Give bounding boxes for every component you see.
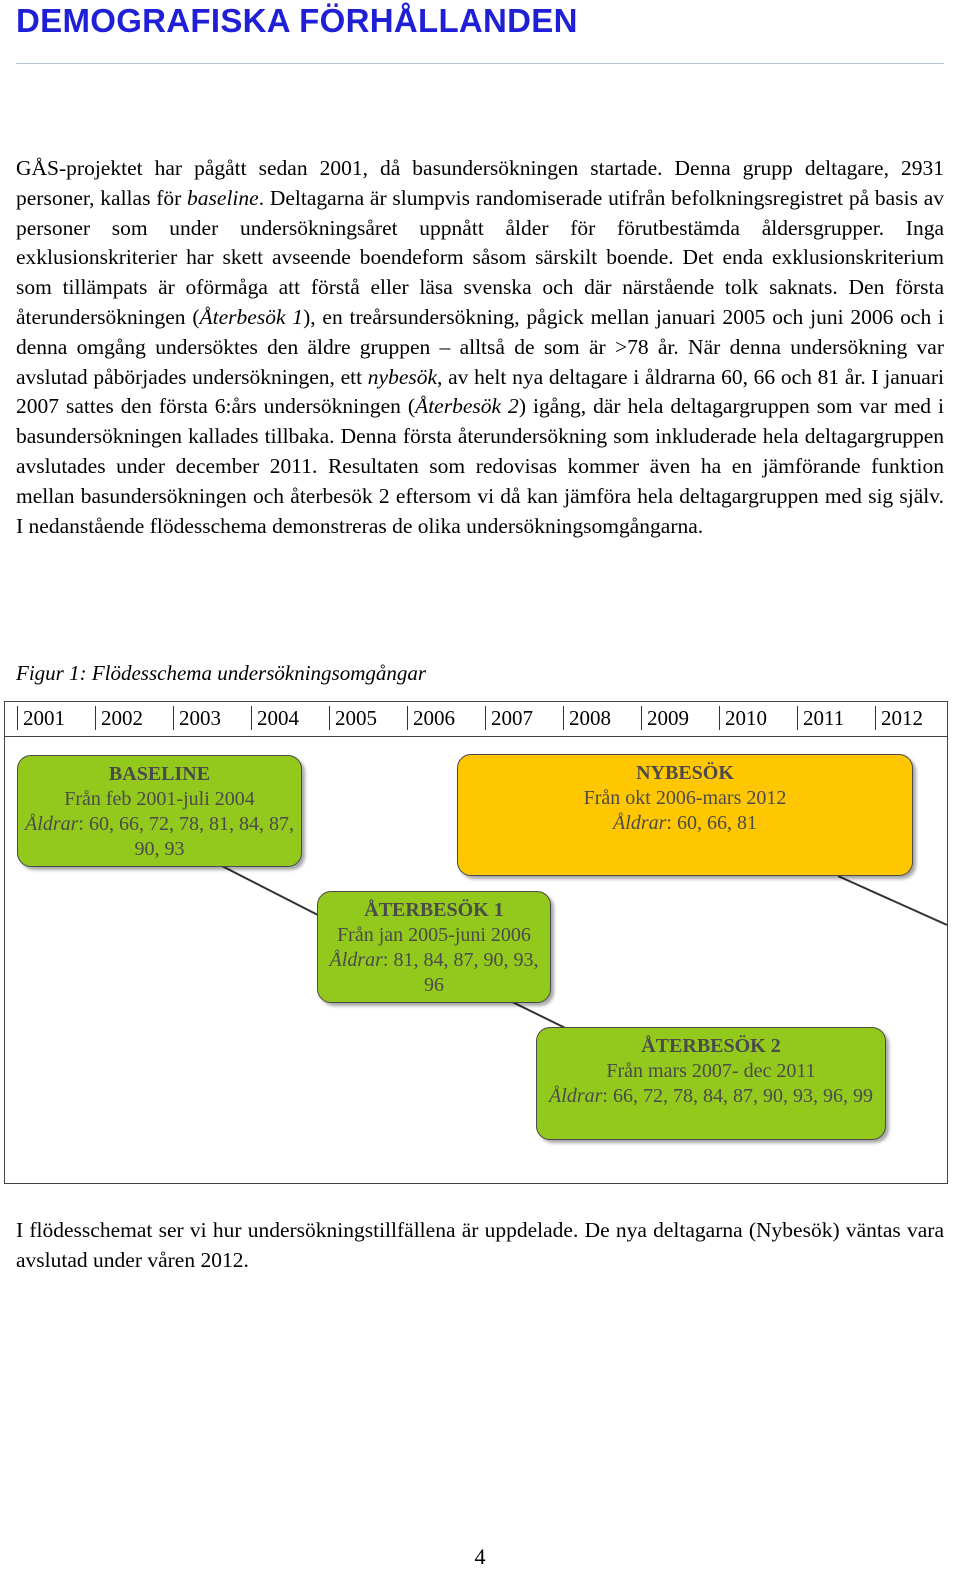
box-ages-label: Åldrar (329, 949, 383, 971)
box-ages: : 60, 66, 72, 78, 81, 84, 87, 90, 93 (78, 813, 294, 860)
paragraph-text: ) igång, där hela deltagargruppen som var med i basundersökningen kallades tillbaka. Denna första återundersökning som inkluderade hela deltagargruppen avslutades under december 2011. Resultaten som redovisas kommer även ha en jämförande funktion mellan basundersökningen och återbesök 2 eftersom vi då kan jämföra hela deltagargruppen med sig själv. I nedanstående flödesschema demonstreras de olika undersökningsomgångarna. (16, 394, 944, 538)
box-ages: : 60, 66, 81 (666, 812, 757, 834)
year-label: 2002 (95, 706, 143, 730)
paragraph-text: , av helt nya deltagare i åldrarna 60, 66 och 81 år. I januari 2007 sattes den första 6:års undersökningen ( (16, 364, 944, 419)
year-label: 2010 (719, 706, 767, 730)
box-title: NYBESÖK (636, 762, 734, 784)
page-heading: DEMOGRAFISKA FÖRHÅLLANDEN (16, 2, 578, 39)
box-aterbesok-1 (317, 891, 551, 1003)
box-ages: : 66, 72, 78, 84, 87, 90, 93, 96, 99 (602, 1085, 873, 1107)
box-ages-label: Åldrar (25, 813, 79, 835)
summary-paragraph: I flödesschemat ser vi hur undersökningstillfällena är uppdelade. De nya deltagarna (Nybesök) väntas vara avslutad under våren 2012. (16, 1218, 944, 1272)
box-period: Från jan 2005-juni 2006 (337, 924, 531, 946)
box-title: BASELINE (108, 763, 211, 785)
box-title: ÅTERBESÖK 2 (641, 1035, 781, 1057)
box-ages-label: Åldrar (549, 1085, 603, 1107)
paragraph-emphasis: Återbesök 2 (415, 394, 519, 419)
box-period: Från okt 2006-mars 2012 (583, 787, 787, 809)
paragraph-text: GÅS-projektet har pågått sedan 2001, då basundersökningen startade. Denna grupp deltagare, 2931 personer, kallas för (16, 156, 944, 210)
box-period: Från mars 2007- dec 2011 (606, 1060, 816, 1082)
page-number: 4 (474, 1544, 486, 1569)
paragraph-text: . Deltagarna är slumpvis randomiserade utifrån befolkningsregistret på basis av personer som under undersökningsåret uppnått ålder för förutbestämda åldersgrupper. Inga exklusionskriterier har skett avseende boendeform såsom särskilt boende. Det enda exklusionskriterium som tillämpats är oförmåga att förstå eller läsa svenska och där närstående tolk saknats. Den första återundersökningen ( (16, 185, 944, 329)
box-ages-label: Åldrar (613, 812, 667, 834)
box-title: ÅTERBESÖK 1 (364, 899, 504, 921)
box-baseline (17, 755, 302, 867)
year-label: 2005 (329, 706, 377, 730)
year-label: 2008 (563, 706, 611, 730)
box-ages: : 81, 84, 87, 90, 93, 96 (382, 949, 539, 996)
paragraph-emphasis: Återbesök 1 (199, 304, 304, 329)
flowchart (4, 701, 948, 1184)
paragraph-emphasis: nybesök (367, 364, 438, 389)
year-label: 2006 (407, 706, 455, 730)
year-label: 2011 (797, 706, 844, 730)
box-aterbesok-2 (536, 1027, 886, 1140)
intro-paragraph (16, 154, 944, 541)
figure-caption: Figur 1: Flödesschema undersökningsomgångar (16, 661, 427, 685)
paragraph-text: ), en treårsundersökning, pågick mellan januari 2005 och juni 2006 och i denna omgång undersöktes den äldre gruppen – alltså de som är >78 år. När denna undersökning var avslutad påbörjades undersökningen, ett (16, 304, 944, 389)
connector-nybesok-edge (838, 876, 947, 925)
heading-divider (16, 63, 944, 64)
year-label: 2004 (251, 706, 299, 730)
box-period: Från feb 2001-juli 2004 (64, 788, 255, 810)
year-label: 2007 (485, 706, 533, 730)
year-label: 2003 (173, 706, 221, 730)
year-label: 2001 (17, 706, 65, 730)
box-nybesok (457, 754, 913, 876)
paragraph-emphasis: baseline (187, 185, 259, 210)
year-label: 2012 (875, 706, 923, 730)
year-label: 2009 (641, 706, 689, 730)
